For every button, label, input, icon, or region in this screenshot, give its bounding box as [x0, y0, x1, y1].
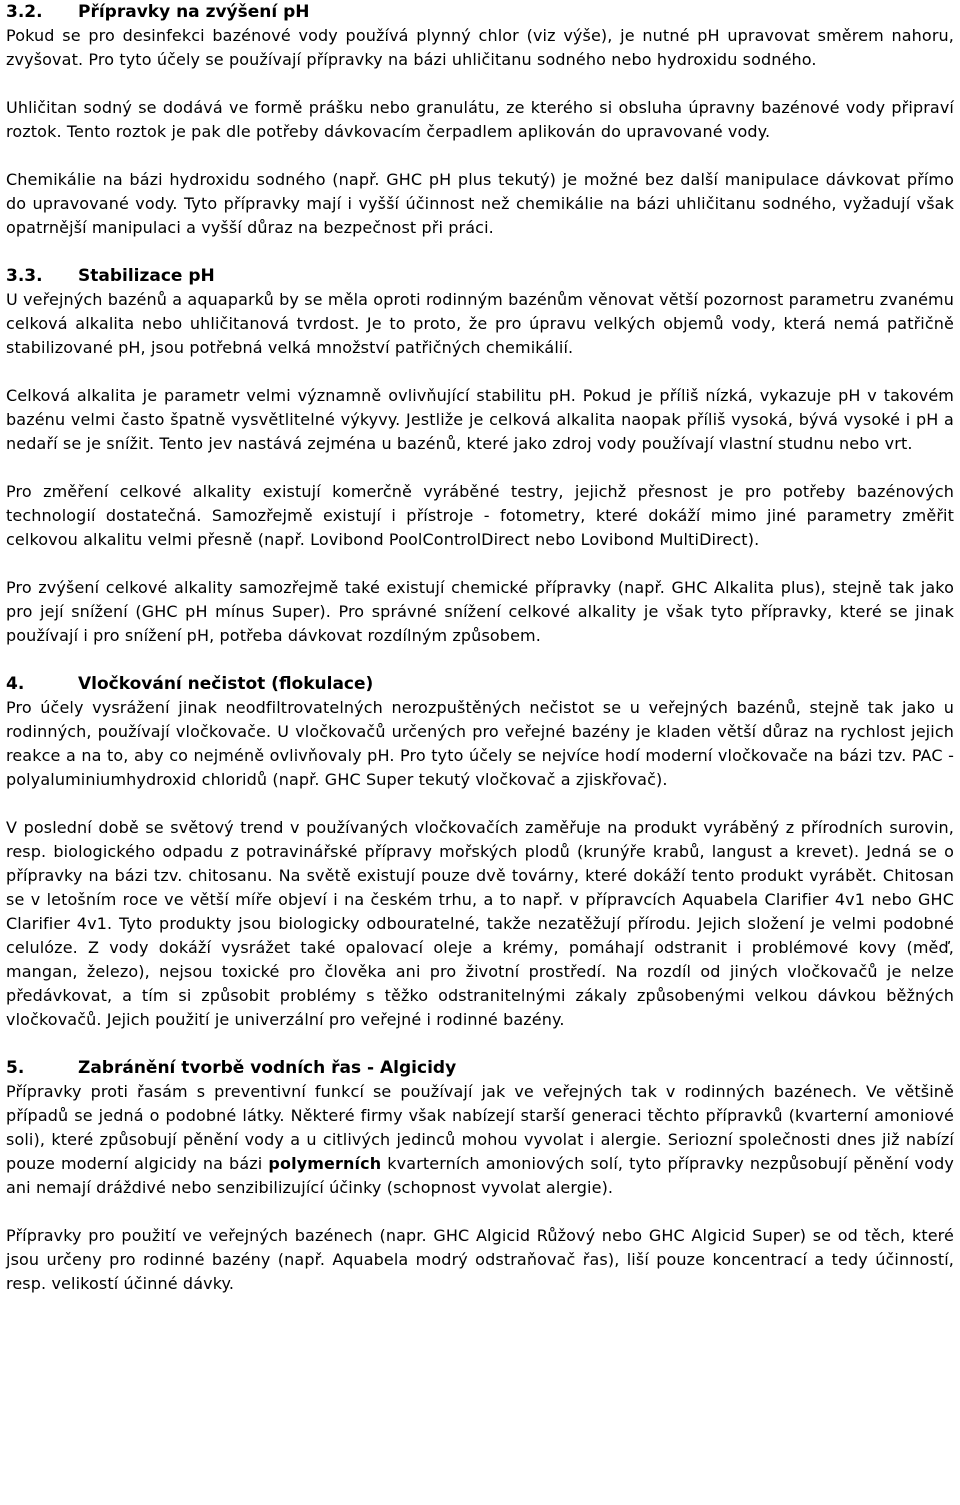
section-number: 4.: [6, 674, 25, 694]
section-title: Vločkování nečistot (flokulace): [78, 674, 374, 694]
paragraph: Pro účely vysrážení jinak neodfiltrovatelných nerozpuštěných nečistot se u veřejných bazénů, stejně tak jako u rodinných, používají vločkovače. U vločkovačů určených pro veřejné bazény je kladen větší důraz na rychlost jejich reakce a na to, aby co nejméně ovlivňovaly pH. Pro tyto účely se nejvíce hodí moderní vločkovače na bázi tzv. PAC - polyaluminiumhydroxid chloridů (např. GHC Super tekutý vločkovač a zjiskřovač).: [6, 698, 954, 789]
paragraph: U veřejných bazénů a aquaparků by se měla oproti rodinným bazénům věnovat větší pozornost parametru zvanému celková alkalita nebo uhličitanová tvrdost. Je to proto, že pro úpravu velkých objemů vody, která nemá patřičně stabilizované pH, jsou potřebná velká množství patřičných chemikálií.: [6, 290, 954, 357]
paragraph: [6, 1080, 954, 1200]
bold-term: polymerních: [268, 1154, 382, 1173]
paragraph: Pro změření celkové alkality existují komerčně vyráběné testry, jejichž přesnost je pro potřeby bazénových technologií dostatečná. Samozřejmě existují i přístroje - fotometry, které dokáží mimo jiné parametry změřit celkovou alkalitu velmi přesně (např. Lovibond PoolControlDirect nebo Lovibond MultiDirect).: [6, 482, 954, 549]
section-number: 5.: [6, 1058, 25, 1078]
section-number: 3.3.: [6, 266, 43, 286]
paragraph: Pokud se pro desinfekci bazénové vody používá plynný chlor (viz výše), je nutné pH upravovat směrem nahoru, zvyšovat. Pro tyto účely se používají přípravky na bázi uhličitanu sodného nebo hydroxidu sodného.: [6, 26, 954, 69]
paragraph: Chemikálie na bázi hydroxidu sodného (např. GHC pH plus tekutý) je možné bez další manipulace dávkovat přímo do upravované vody. Tyto přípravky mají i vyšší účinnost než chemikálie na bázi uhličitanu sodného, vyžadují však opatrnější manipulaci a vyšší důraz na bezpečnost při práci.: [6, 170, 954, 237]
paragraph-text: Přípravky proti řasám s preventivní funkcí se používají jak ve veřejných tak v rodinných bazénech. Ve většině případů se jedná o podobné látky. Některé firmy však nabízejí starší generaci těchto přípravků (kvarterní amoniové soli), které způsobují pěnění vody a u citlivých jedinců mohou vyvolat i alergie. Seriozní společnosti dnes již nabízí pouze moderní algicidy na bázi: [6, 1082, 954, 1173]
paragraph-text: kvarterních amoniových solí, tyto přípravky nezpůsobují pěnění vody ani nemají dráždivé nebo senzibilizující účinky (schopnost vyvolat alergie).: [6, 1154, 954, 1197]
section-title: Stabilizace pH: [78, 266, 215, 286]
paragraph: Celková alkalita je parametr velmi významně ovlivňující stabilitu pH. Pokud je příliš nízká, vykazuje pH v takovém bazénu velmi často špatně vysvětlitelné výkyvy. Jestliže je celková alkalita naopak příliš vysoká, bývá vysoké i pH a nedaří se je snížit. Tento jev nastává zejména u bazénů, které jako zdroj vody používají vlastní studnu nebo vrt.: [6, 386, 954, 453]
section-title: Přípravky na zvýšení pH: [78, 2, 310, 22]
section-heading-3-2: [6, 0, 954, 24]
section-heading-4: [6, 672, 954, 696]
section-heading-3-3: [6, 264, 954, 288]
section-title: Zabránění tvorbě vodních řas - Algicidy: [78, 1058, 457, 1078]
paragraph: Pro zvýšení celkové alkality samozřejmě také existují chemické přípravky (např. GHC Alkalita plus), stejně tak jako pro její snížení (GHC pH mínus Super). Pro správné snížení celkové alkality je však tyto přípravky, které se jinak používají i pro snížení pH, potřeba dávkovat rozdílným způsobem.: [6, 578, 954, 645]
paragraph: Uhličitan sodný se dodává ve formě prášku nebo granulátu, ze kterého si obsluha úpravny bazénové vody připraví roztok. Tento roztok je pak dle potřeby dávkovacím čerpadlem aplikován do upravované vody.: [6, 98, 954, 141]
paragraph: Přípravky pro použití ve veřejných bazénech (napr. GHC Algicid Růžový nebo GHC Algicid Super) se od těch, které jsou určeny pro rodinné bazény (např. Aquabela modrý odstraňovač řas), liší pouze koncentrací a tedy účinností, resp. velikostí účinné dávky.: [6, 1226, 954, 1293]
document-page: [6, 0, 954, 1296]
section-heading-5: [6, 1056, 954, 1080]
paragraph: V poslední době se světový trend v používaných vločkovačích zaměřuje na produkt vyráběný z přírodních surovin, resp. biologického odpadu z potravinářské přípravy mořských plodů (krunýře krabů, langust a krevet). Jedná se o přípravky na bázi tzv. chitosanu. Na světě existují pouze dvě továrny, které dokáží tento produkt vyrábět. Chitosan se v letošním roce ve větší míře objeví i na českém trhu, a to např. v přípravcích Aquabela Clarifier 4v1 nebo GHC Clarifier 4v1. Tyto produkty jsou biologicky odbouratelné, takže nezatěžují přírodu. Jejich složení je velmi podobné celulóze. Z vody dokáží vysrážet také opalovací oleje a krémy, pomáhají odstranit i problémové kovy (měď, mangan, železo), nejsou toxické pro člověka ani pro životní prostředí. Na rozdíl od jiných vločkovačů je nelze předávkovat, a tím si způsobit problémy s těžko odstranitelnými zákaly způsobenými velkou dávkou běžných vločkovačů. Jejich použití je univerzální pro veřejné i rodinné bazény.: [6, 818, 954, 1029]
section-number: 3.2.: [6, 2, 43, 22]
